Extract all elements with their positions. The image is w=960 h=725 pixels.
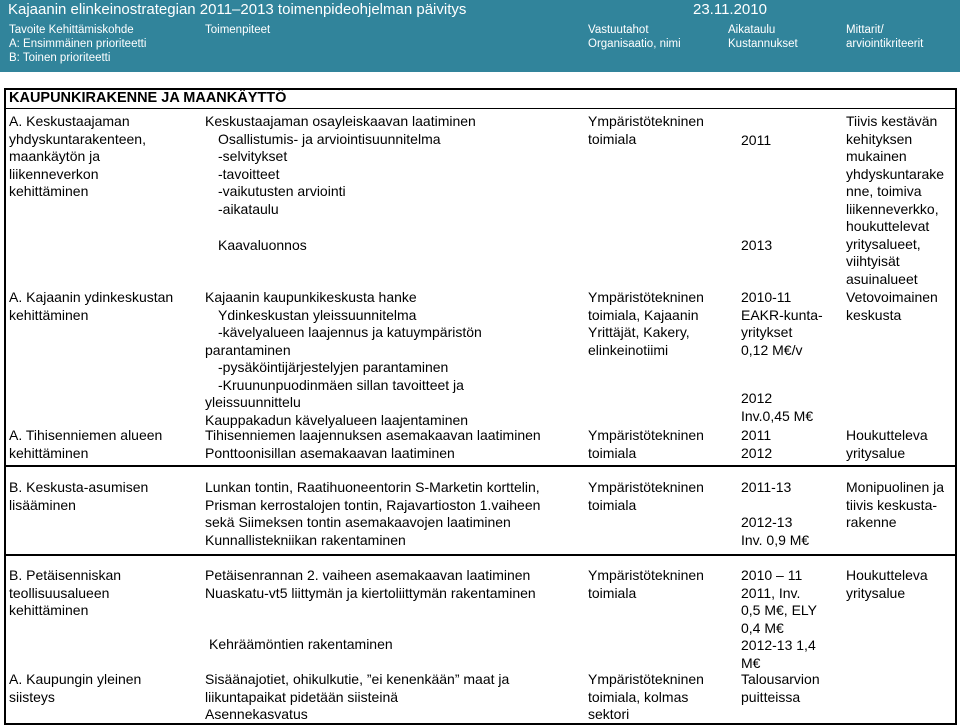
column-header-metrics [846,23,923,51]
actions-cell-6 [205,671,509,724]
text-line: Tihisenniemen laajennuksen asemakaavan laatiminen [205,427,541,443]
actions-cell-5b: Kehräämöntien rakentaminen [209,636,393,652]
text-line: A. Kaupungin yleinen [9,671,142,687]
schedule-cell-3 [741,427,772,462]
text-line: 2010-11 [741,289,792,305]
text-line: siisteys [9,688,55,705]
text-line: Talousarvion [741,671,820,687]
text-line: A. Keskustaajaman [9,113,130,129]
text-line: lisääminen [9,496,76,513]
table-rule-right [955,88,957,725]
goal-cell-2 [9,289,173,324]
metrics-cell-1 [846,113,944,288]
text-line: Osallistumis- ja arviointisuunnitelma [218,130,441,147]
goal-cell-3 [9,427,162,462]
text-line: A. Tihisenniemen alueen [9,427,163,443]
text-line: -kävelyalueen laajennus ja katuympäristön [218,324,482,340]
text-line: -vaikutusten arviointi [218,183,346,199]
goal-cell-6 [9,671,141,706]
text-line: Houkutteleva [846,427,928,443]
text-line: rakenne [846,514,897,530]
text-line: EAKR-kunta- [741,306,823,323]
text-line: 2012 [741,444,773,461]
text-line: A: Ensimmäinen prioriteetti [9,38,147,50]
text-line: Aikataulu [728,24,776,36]
text-line: teollisuusalueen [9,584,110,601]
text-line: Tiivis kestävän [846,113,938,129]
text-line: keskusta [846,306,902,323]
text-line: Ympäristötekninen [588,567,704,583]
text-line: -Kruununpuodinmäen sillan tavoitteet ja [218,376,464,393]
text-line: Ympäristötekninen [588,479,704,495]
text-line: yritysalue [846,584,906,601]
text-line: elinkeinotiimi [588,341,669,358]
text-line: B. Petäisenniskan [9,567,122,583]
text-line: tiivis keskusta- [846,496,938,513]
schedule-cell-4b [741,514,809,549]
text-line: B. Keskusta-asumisen [9,479,149,495]
text-line: Lunkan tontin, Raatihuoneentorin S-Marketin korttelin, [205,479,540,495]
text-line: yhdyskuntarake [846,165,945,182]
text-line: toimiala, Kajaanin [588,306,699,323]
text-line: yritysalueet, [846,235,921,252]
section-rule [4,108,957,109]
responsible-cell-3 [588,427,704,462]
text-line: M€ [741,654,761,671]
text-line: sekä Siimeksen tontin asemakaavojen laatiminen [205,514,511,530]
row-rule-1 [4,465,957,467]
text-line: Petäisenrannan 2. vaiheen asemakaavan laatiminen [205,567,531,583]
column-header-schedule [728,23,798,51]
text-line: Tavoite Kehittämiskohde [9,24,134,36]
actions-cell-4 [205,479,540,549]
section-title: KAUPUNKIRAKENNE JA MAANKÄYTTÖ [9,90,287,106]
text-line: -tavoitteet [218,165,280,182]
text-line: -pysäköintijärjestelyjen parantaminen [218,359,449,375]
responsible-cell-4 [588,479,704,514]
schedule-cell-1b: 2013 [741,237,773,253]
text-line: Ympäristötekninen [588,427,704,443]
text-line: Inv.0,45 M€ [741,407,814,424]
text-line: yhdyskuntarakenteen, [9,130,146,147]
text-line: Houkutteleva [846,567,928,583]
schedule-cell-2a [741,289,823,359]
actions-cell-3 [205,427,541,462]
text-line: Ympäristötekninen [588,113,704,129]
column-header-goal [9,23,146,65]
text-line: Kunnallistekniikan rakentaminen [205,531,406,548]
column-header-responsible [588,23,681,51]
text-line: -selvitykset [218,148,288,164]
text-line: toimiala [588,584,637,601]
text-line: yritysalue [846,444,906,461]
text-line: Ympäristötekninen [588,671,704,687]
text-line: toimiala [588,444,637,461]
responsible-cell-2 [588,289,704,359]
text-line: Monipuolinen ja [846,479,945,495]
actions-cell-1b: Kaavaluonnos [218,237,307,253]
text-line: Inv. 0,9 M€ [741,531,810,548]
text-line: kehittäminen [9,306,89,323]
text-line: liikenneverkko, [846,200,939,217]
text-line: 2012 [741,390,773,406]
schedule-cell-6 [741,671,820,706]
text-line: Ympäristötekninen [588,289,704,305]
text-line: Keskustaajaman osayleiskaavan laatiminen [205,113,476,129]
text-line: yleissuunnittelu [205,394,301,410]
responsible-cell-5 [588,567,704,602]
text-line: kehittäminen [9,183,89,199]
text-line: 2012-13 [741,514,793,530]
text-line: -aikataulu [218,200,279,217]
table-rule-left [4,88,6,725]
text-line: 2011 [741,427,772,443]
title-bar [0,0,960,20]
schedule-cell-4a: 2011-13 [741,479,792,495]
actions-cell-2 [205,289,482,429]
text-line: toimiala, kolmas [588,688,689,705]
text-line: 0,12 M€/v [741,341,803,358]
text-line: kehittäminen [9,602,89,618]
text-line: Sisäänajotiet, ohikulkutie, ”ei kenenkään” maat ja [205,671,510,687]
text-line: Kajaanin kaupunkikeskusta hanke [205,289,417,305]
metrics-cell-4 [846,479,944,532]
row-rule-2 [4,554,957,556]
metrics-cell-2 [846,289,938,324]
document-title: Kajaanin elinkeinostrategian 2011–2013 toimenpideohjelman päivitys [8,1,467,18]
text-line: Vetovoimainen [846,289,938,305]
document-date: 23.11.2010 [693,1,767,18]
column-header-actions [205,23,270,37]
text-line: 0,5 M€, ELY [741,602,818,618]
text-line: Organisaatio, nimi [588,38,681,50]
text-line: toimiala [588,496,637,513]
text-line: houkuttelevat [846,218,930,234]
text-line: parantaminen [205,341,291,358]
text-line: maankäytön ja [9,148,101,164]
schedule-cell-1a: 2011 [741,132,772,148]
text-line: kehityksen [846,130,913,147]
goal-cell-1 [9,113,146,201]
text-line: Prisman kerrostalojen tontin, Rajavartioston 1.vaiheen [205,496,541,513]
responsible-cell-1 [588,113,704,148]
responsible-cell-6 [588,671,704,724]
text-line: sektori [588,706,630,722]
text-line: nne, toimiva [846,183,922,199]
actions-cell-1 [205,113,476,218]
text-line: B: Toinen prioriteetti [9,52,111,64]
schedule-cell-5 [741,567,817,672]
text-line: Kauppakadun kävelyalueen laajentaminen [205,411,469,428]
text-line: arviointikriteerit [846,38,924,50]
metrics-cell-3 [846,427,928,462]
text-line: Yrittäjät, Kakery, [588,324,690,340]
text-line: 2012-13 1,4 [741,637,816,653]
text-line: Ydinkeskustan yleissuunnitelma [218,306,417,323]
text-line: Mittarit/ [846,24,884,36]
text-line: yritykset [741,324,793,340]
actions-cell-5 [205,567,536,602]
text-line: Asennekasvatus [205,706,308,722]
text-line: 0,4 M€ [741,619,784,636]
text-line: kehittäminen [9,444,89,461]
goal-cell-5 [9,567,121,620]
text-line: asuinalueet [846,270,918,287]
text-line: 2010 – 11 [741,567,803,583]
text-line: A. Kajaanin ydinkeskustan [9,289,174,305]
text-line: toimiala [588,130,637,147]
metrics-cell-5 [846,567,928,602]
text-line: Ponttoonisillan asemakaavan laatiminen [205,444,455,461]
text-line: Nuaskatu-vt5 liittymän ja kiertoliittymän rakentaminen [205,584,536,601]
text-line: liikenneverkon [9,165,99,182]
text-line: liikuntapaikat pidetään siisteinä [205,688,399,705]
text-line: puitteissa [741,688,801,705]
schedule-cell-2b [741,390,813,425]
text-line: viihtyisät [846,253,900,269]
text-line: Kustannukset [728,38,798,50]
text-line: 2011, Inv. [741,584,801,601]
text-line: Vastuutahot [588,24,649,36]
text-line: Toimenpiteet [205,24,271,36]
goal-cell-4 [9,479,148,514]
text-line: mukainen [846,148,907,164]
